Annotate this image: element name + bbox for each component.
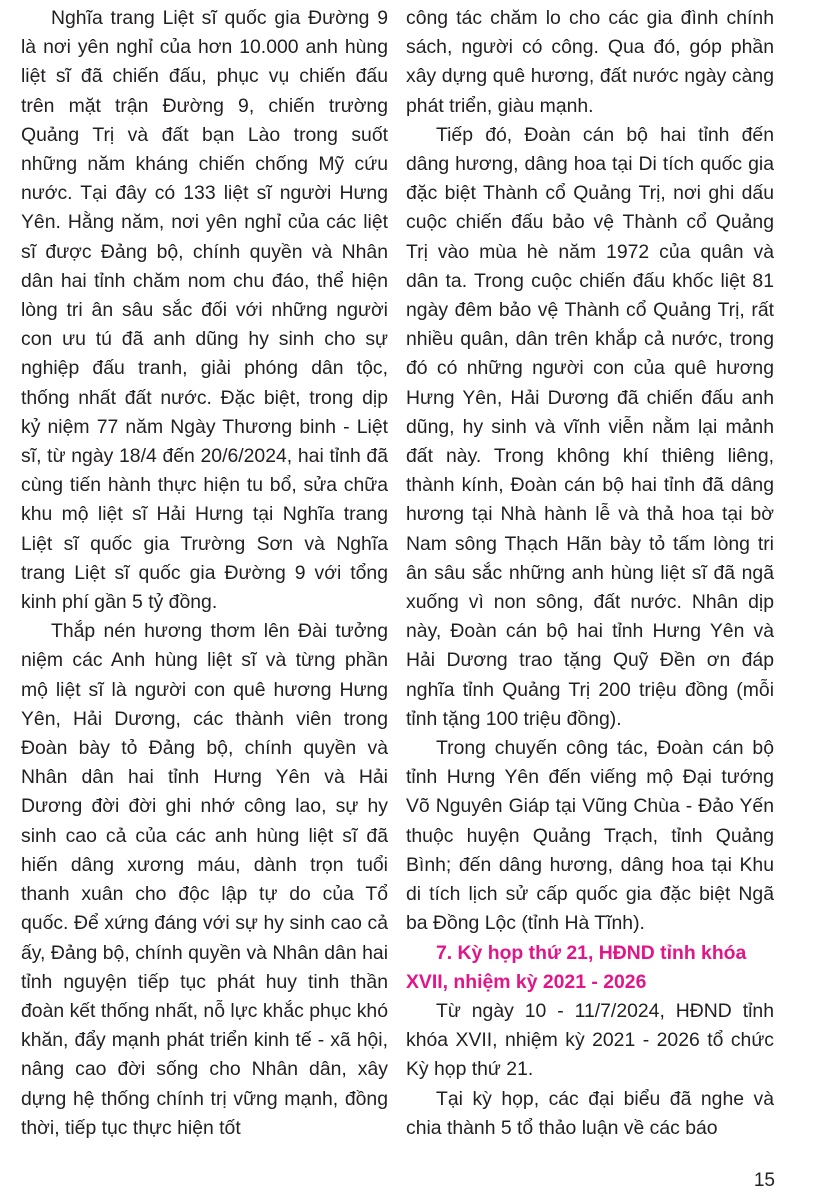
paragraph-incense-offering: Thắp nén hương thơm lên Đài tưởng niệm các Anh hùng liệt sĩ và từng phần mộ liệt sĩ là người con quê hương Hưng Yên, Hải Dương, các thành viên trong Đoàn bày tỏ Đảng bộ, chính quyền và Nhân dân hai tỉnh Hưng Yên và Hải Dương đời đời ghi nhớ công lao, sự hy sinh cao cả của các anh hùng liệt sĩ đã hiến dâng xương máu, dành trọn tuổi thanh xuân cho độc lập tự do của Tổ quốc. Để xứng đáng với sự hy sinh cao cả ấy, Đảng bộ, chính quyền và Nhân dân hai tỉnh nguyện tiếp tục phát huy tinh thần đoàn kết thống nhất, nỗ lực khắc phục khó khăn, đẩy mạnh phát triển kinh tế - xã hội, nâng cao đời sống cho Nhân dân, xây dựng hệ thống chính trị vững mạnh, đồng thời, tiếp tục thực hiện tốt (21, 620, 388, 1139)
page-number: 15 (753, 1170, 775, 1191)
right-column (406, 4, 774, 1143)
left-column (21, 4, 388, 1143)
paragraph-continuation: công tác chăm lo cho các gia đình chính sách, người có công. Qua đó, góp phần xây dựng quê hương, đất nước ngày càng phát triển, giàu mạnh. (406, 7, 774, 117)
paragraph-vo-nguyen-giap: Trong chuyến công tác, Đoàn cán bộ tỉnh Hưng Yên đến viếng mộ Đại tướng Võ Nguyên Giáp tại Vũng Chùa - Đảo Yến thuộc huyện Quảng Trạch, tỉnh Quảng Bình; đến dâng hương, dâng hoa tại Khu di tích lịch sử cấp quốc gia đặc biệt Ngã ba Đồng Lộc (tỉnh Hà Tĩnh). (406, 737, 774, 935)
paragraph-cemetery-route-9: Nghĩa trang Liệt sĩ quốc gia Đường 9 là nơi yên nghỉ của hơn 10.000 anh hùng liệt sĩ đã chiến đấu, phục vụ chiến đấu trên mặt trận Đường 9, chiến trường Quảng Trị và đất bạn Lào trong suốt những năm kháng chiến chống Mỹ cứu nước. Tại đây có 133 liệt sĩ người Hưng Yên. Hằng năm, nơi yên nghỉ của các liệt sĩ được Đảng bộ, chính quyền và Nhân dân hai tỉnh chăm nom chu đáo, thể hiện lòng tri ân sâu sắc đối với những người con ưu tú đã anh dũng hy sinh cho sự nghiệp đấu tranh, giải phóng dân tộc, thống nhất đất nước. Đặc biệt, trong dịp kỷ niệm 77 năm Ngày Thương binh - Liệt sĩ, từ ngày 18/4 đến 20/6/2024, hai tỉnh đã cùng tiến hành thực hiện tu bổ, sửa chữa khu mộ liệt sĩ Hải Hưng tại Nghĩa trang Liệt sĩ quốc gia Trường Sơn và Nghĩa trang Liệt sĩ quốc gia Đường 9 với tổng kinh phí gần 5 tỷ đồng. (21, 7, 388, 614)
section-heading: 7. Kỳ họp thứ 21, HĐND tỉnh khóa XVII, nhiệm kỳ 2021 - 2026 (406, 941, 747, 993)
paragraph-session-dates: Từ ngày 10 - 11/7/2024, HĐND tỉnh khóa XVII, nhiệm kỳ 2021 - 2026 tổ chức Kỳ họp thứ 21. (406, 999, 774, 1081)
paragraph-session-discussion: Tại kỳ họp, các đại biểu đã nghe và chia thành 5 tổ thảo luận về các báo (406, 1087, 774, 1139)
paragraph-quang-tri-citadel: Tiếp đó, Đoàn cán bộ hai tỉnh đến dâng hương, dâng hoa tại Di tích quốc gia đặc biệt Thành cổ Quảng Trị, nơi ghi dấu cuộc chiến đấu bảo vệ Thành cổ Quảng Trị vào mùa hè năm 1972 của quân và dân ta. Trong cuộc chiến đấu khốc liệt 81 ngày đêm bảo vệ Thành cổ Quảng Trị, rất nhiều quân, dân trên khắp cả nước, trong đó có những người con của quê hương Hưng Yên, Hải Dương đã chiến đấu anh dũng, hy sinh và vĩnh viễn nằm lại mảnh đất này. Trong không khí thiêng liêng, thành kính, Đoàn cán bộ hai tỉnh đã dâng hương tại Nhà hành lễ và thả hoa tại bờ Nam sông Thạch Hãn bày tỏ tấm lòng tri ân sâu sắc những anh hùng liệt sĩ đã ngã xuống vì non sông, đất nước. Nhân dịp này, Đoàn cán bộ hai tỉnh Hưng Yên và Hải Dương trao tặng Quỹ Đền ơn đáp nghĩa tỉnh Quảng Trị 200 triệu đồng (mỗi tỉnh tặng 100 triệu đồng). (406, 123, 774, 730)
